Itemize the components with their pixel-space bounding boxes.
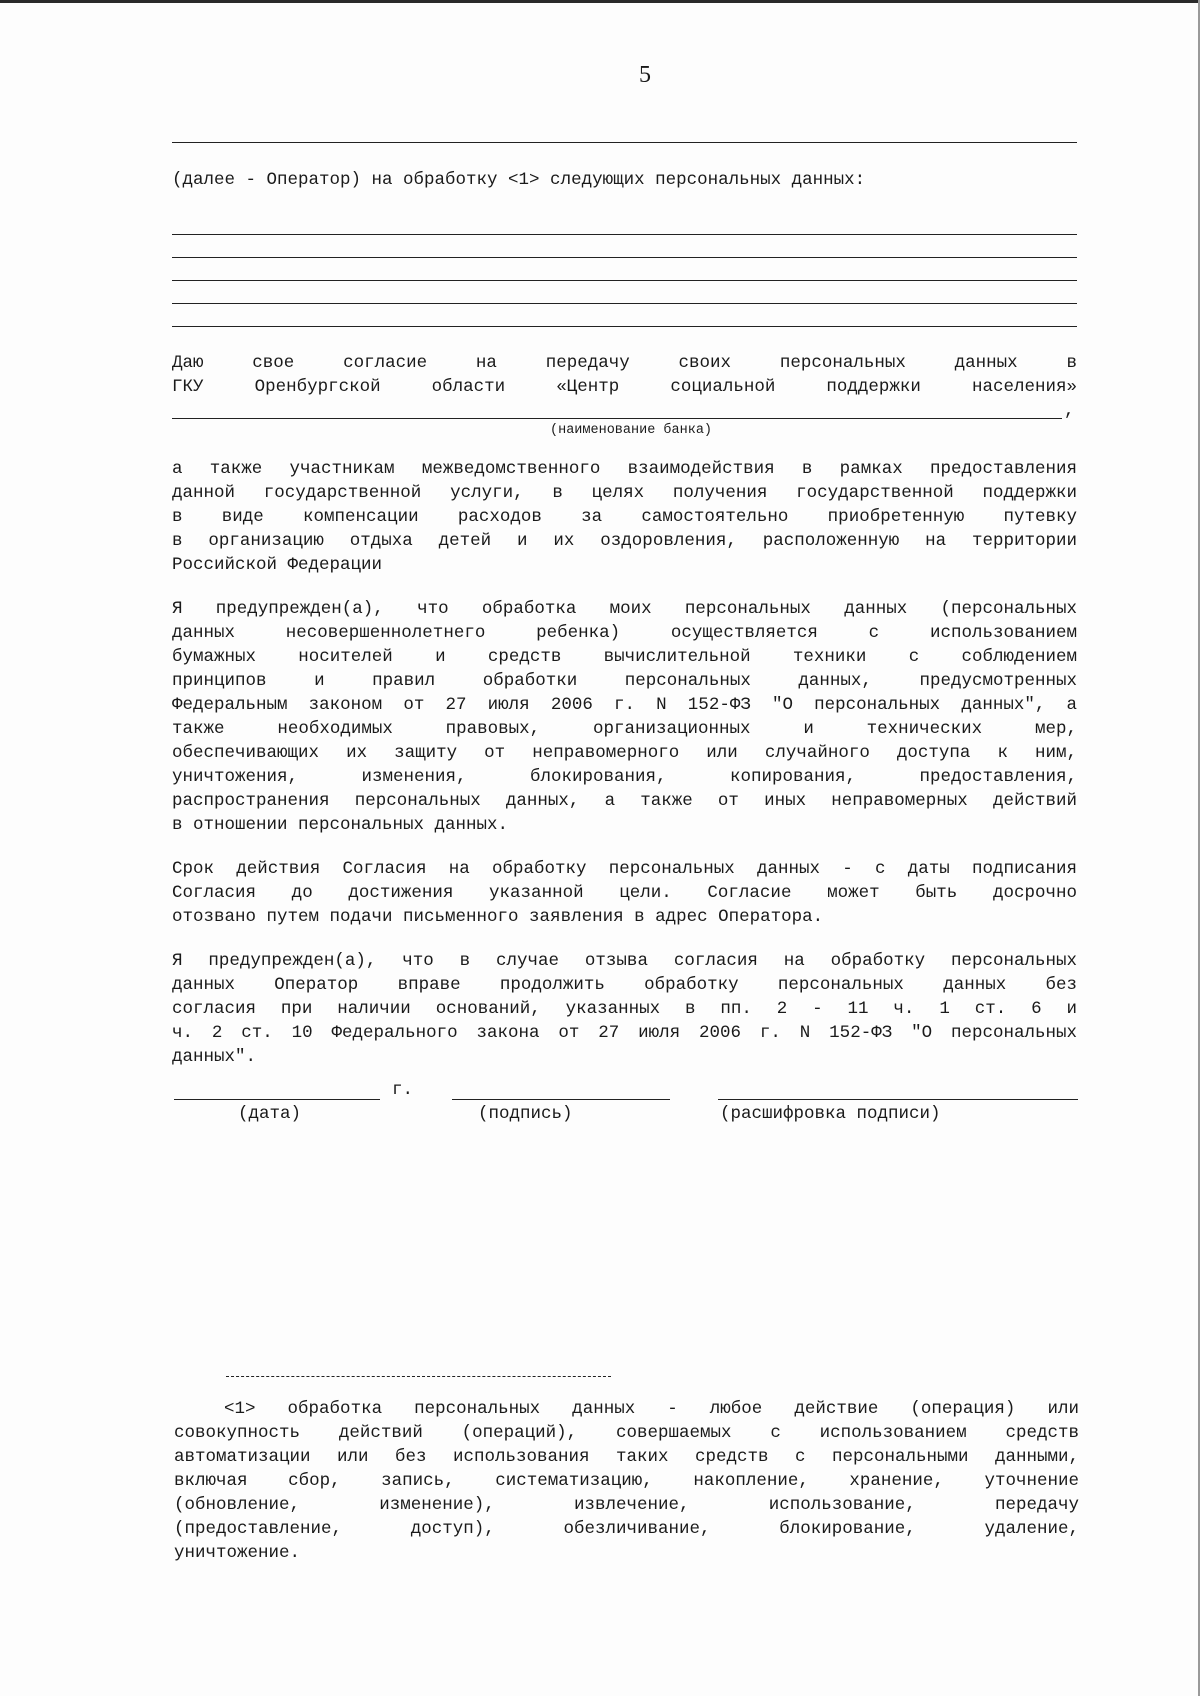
operator-name-fill-line[interactable] [172,142,1077,143]
paragraph-2-line-4: принципов и правил обработки персональных данных, предусмотренных [172,671,1077,691]
paragraph-4-line-1: Я предупрежден(а), что в случае отзыва согласия на обработку персональных [172,951,1077,971]
paragraph-1-line-3: в виде компенсации расходов за самостоятельно приобретенную путевку [172,507,1077,527]
operator-line: (далее - Оператор) на обработку <1> следующих персональных данных: [172,170,866,190]
paragraph-2-line-8: уничтожения, изменения, блокирования, копирования, предоставления, [172,767,1077,787]
paragraph-2-line-1: Я предупрежден(а), что обработка моих персональных данных (персональных [172,599,1077,619]
paragraph-2-line-10: в отношении персональных данных. [172,815,509,835]
bank-name-caption: (наименование банка) [550,423,713,438]
year-suffix: г. [392,1080,414,1100]
paragraph-1-line-4: в организацию отдыха детей и их оздоровления, расположенную на территории [172,531,1077,551]
paragraph-2-line-3: бумажных носителей и средств вычислительной техники с соблюдением [172,647,1077,667]
bank-line-comma: , [1064,401,1075,421]
paragraph-2-line-9: распространения персональных данных, а также от иных неправомерных действий [172,791,1077,811]
consent-line-2: ГКУ Оренбургской области «Центр социальной поддержки населения» [172,377,1077,397]
paragraph-4-line-5: данных". [172,1047,257,1067]
personal-data-fill-line-2[interactable] [172,257,1077,258]
signature-label: (подпись) [478,1104,573,1124]
footnote-line-5: (обновление, изменение), извлечение, использование, передачу [174,1495,1079,1515]
paragraph-3-line-1: Срок действия Согласия на обработку персональных данных - с даты подписания [172,859,1077,879]
consent-line-1: Даю свое согласие на передачу своих персональных данных в [172,353,1077,373]
paragraph-1-line-1: а также участникам межведомственного взаимодействия в рамках предоставления [172,459,1077,479]
footnote-line-4: включая сбор, запись, систематизацию, накопление, хранение, уточнение [174,1471,1079,1491]
page-number: 5 [639,62,651,88]
paragraph-2-line-2: данных несовершеннолетнего ребенка) осуществляется с использованием [172,623,1077,643]
paragraph-4-line-2: данных Оператор вправе продолжить обработку персональных данных без [172,975,1077,995]
personal-data-fill-line-5[interactable] [172,326,1077,327]
signature-decoding-fill-line[interactable] [718,1099,1078,1100]
date-fill-line[interactable] [174,1099,380,1100]
footnote-separator [226,1376,611,1377]
paragraph-2-line-7: обеспечивающих их защиту от неправомерного или случайного доступа к ним, [172,743,1077,763]
paragraph-1-line-5: Российской Федерации [172,555,383,575]
paragraph-2-line-6: также необходимых правовых, организационных и технических мер, [172,719,1077,739]
scan-edge-top [0,0,1200,3]
personal-data-fill-line-3[interactable] [172,280,1077,281]
footnote-line-2: совокупность действий (операций), совершаемых с использованием средств [174,1423,1079,1443]
date-label: (дата) [238,1104,302,1124]
paragraph-4-line-4: ч. 2 ст. 10 Федерального закона от 27 июля 2006 г. N 152-ФЗ "О персональных [172,1023,1077,1043]
personal-data-fill-line-4[interactable] [172,303,1077,304]
footnote-line-6: (предоставление, доступ), обезличивание, блокирование, удаление, [174,1519,1079,1539]
bank-name-fill-line[interactable] [172,418,1062,419]
paragraph-4-line-3: согласия при наличии оснований, указанных в пп. 2 - 11 ч. 1 ст. 6 и [172,999,1077,1019]
paragraph-3-line-3: отозвано путем подачи письменного заявления в адрес Оператора. [172,907,824,927]
paragraph-3-line-2: Согласия до достижения указанной цели. Согласие может быть досрочно [172,883,1077,903]
footnote-line-7: уничтожение. [174,1543,301,1563]
footnote-line-1: <1> обработка персональных данных - любое действие (операция) или [224,1399,1079,1419]
paragraph-1-line-2: данной государственной услуги, в целях получения государственной поддержки [172,483,1077,503]
signature-decoding-label: (расшифровка подписи) [720,1104,941,1124]
signature-fill-line[interactable] [452,1099,670,1100]
footnote-line-3: автоматизации или без использования таких средств с персональными данными, [174,1447,1079,1467]
personal-data-fill-line-1[interactable] [172,234,1077,235]
paragraph-2-line-5: Федеральным законом от 27 июля 2006 г. N 152-ФЗ "О персональных данных", а [172,695,1077,715]
